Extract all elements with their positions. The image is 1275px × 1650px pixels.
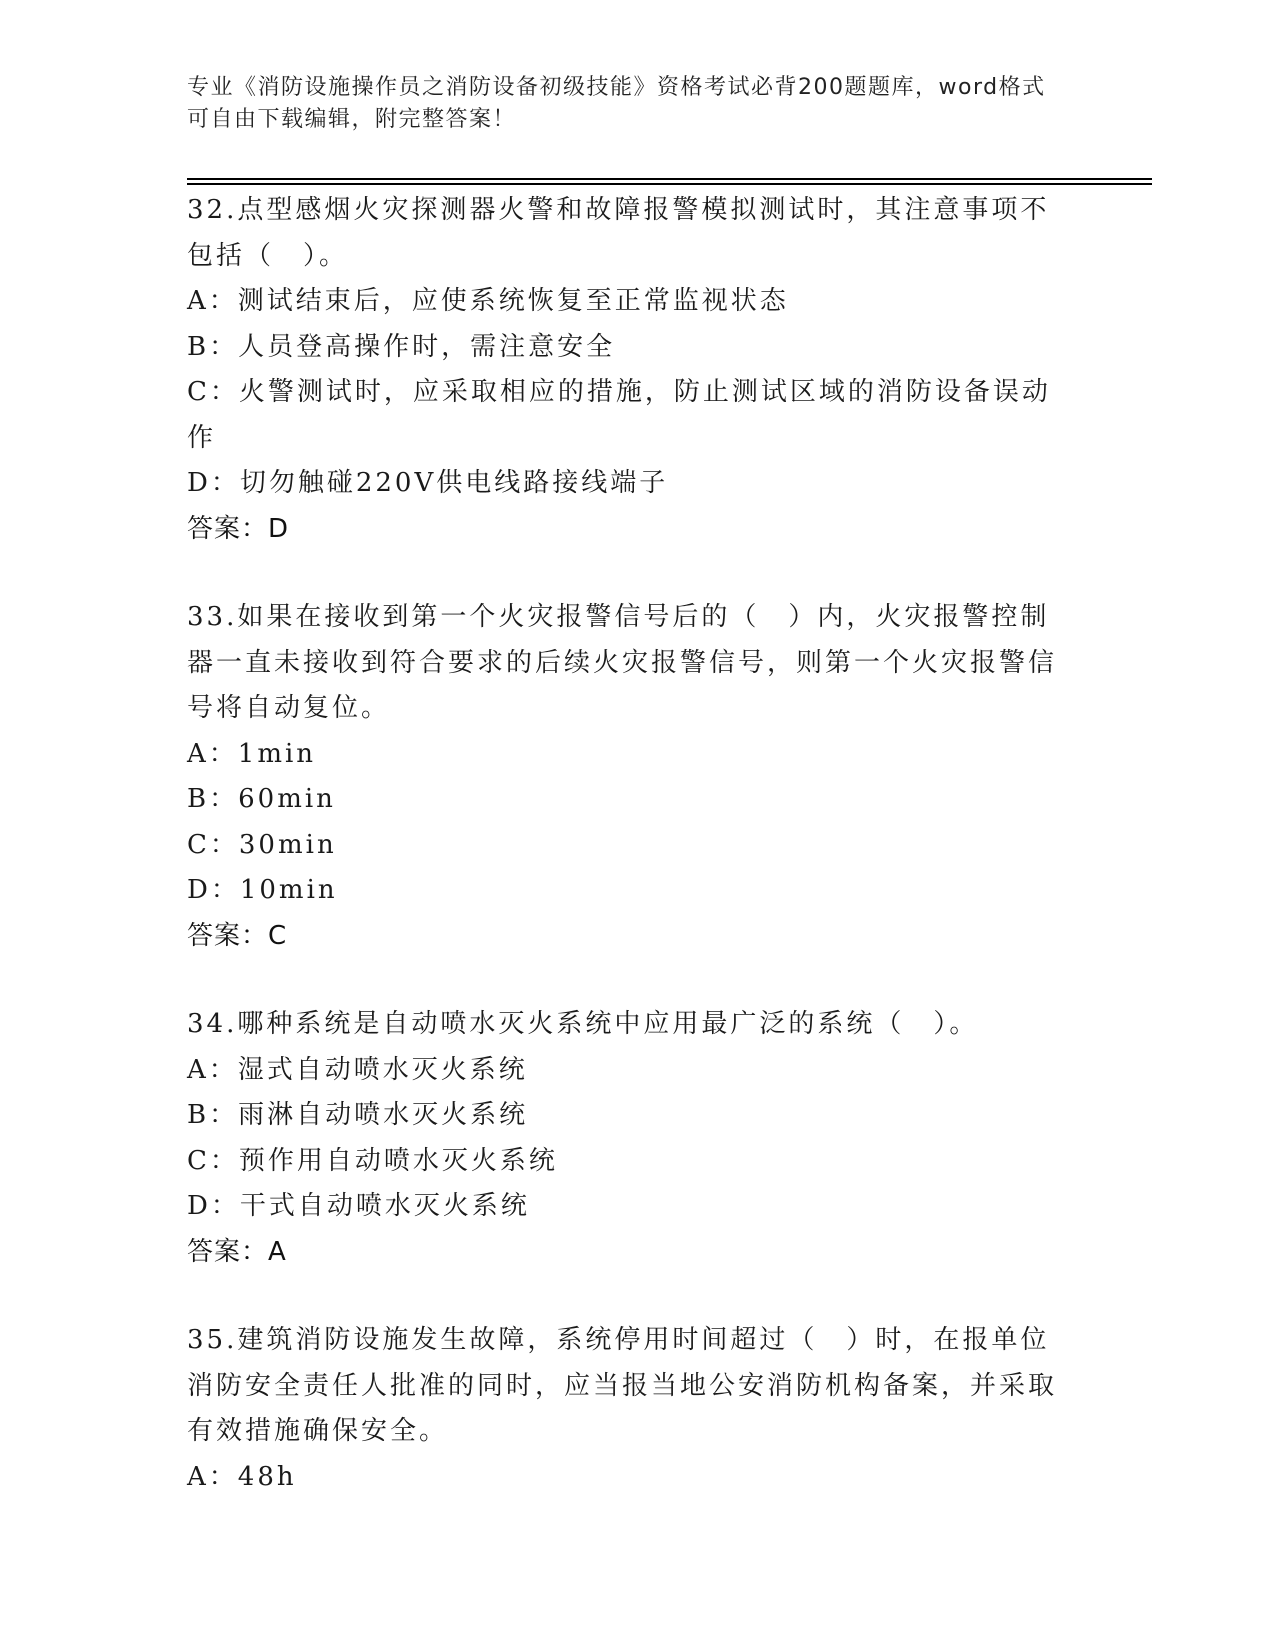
header-divider-bottom (187, 183, 1152, 185)
document-header: 专业《消防设施操作员之消防设备初级技能》资格考试必背200题题库，word格式可自由下载编辑，附完整答案！ (187, 75, 1046, 132)
question-32 (187, 188, 1067, 552)
question-35 (187, 1318, 1067, 1500)
header-divider-top (187, 178, 1152, 180)
option-a: A：湿式自动喷水灭火系统 (187, 1054, 528, 1085)
question-stem: 35.建筑消防设施发生故障，系统停用时间超过（ ）时，在报单位消防安全责任人批准的同时，应当报当地公安消防机构备案，并采取有效措施确保安全。 (187, 1325, 1058, 1446)
question-33 (187, 595, 1067, 959)
option-b: B：人员登高操作时，需注意安全 (187, 331, 616, 362)
question-34 (187, 1002, 1067, 1275)
option-b: B：60min (187, 784, 336, 814)
option-a: A：1min (187, 738, 317, 769)
question-stem: 34.哪种系统是自动喷水灭火系统中应用最广泛的系统（ ）。 (187, 1009, 979, 1039)
option-d: D：切勿触碰220V供电线路接线端子 (187, 468, 669, 498)
option-d: D：10min (187, 875, 338, 905)
question-answer: 答案：D (187, 513, 290, 544)
question-answer: 答案：A (187, 1236, 287, 1267)
question-stem: 32.点型感烟火灾探测器火警和故障报警模拟测试时，其注意事项不包括（ ）。 (187, 195, 1050, 271)
option-c: C：预作用自动喷水灭火系统 (187, 1145, 558, 1176)
option-b: B：雨淋自动喷水灭火系统 (187, 1100, 529, 1130)
option-d: D：干式自动喷水灭火系统 (187, 1191, 530, 1221)
question-answer: 答案：C (187, 920, 288, 951)
option-a: A：测试结束后，应使系统恢复至正常监视状态 (187, 286, 789, 316)
option-c: C：30min (187, 829, 337, 860)
question-list (187, 188, 1067, 1543)
option-a: A：48h (187, 1461, 297, 1492)
option-c: C：火警测试时，应采取相应的措施，防止测试区域的消防设备误动作 (187, 377, 1051, 453)
question-stem: 33.如果在接收到第一个火灾报警信号后的（ ）内，火灾报警控制器一直未接收到符合要求的后续火灾报警信号，则第一个火灾报警信号将自动复位。 (187, 602, 1058, 723)
